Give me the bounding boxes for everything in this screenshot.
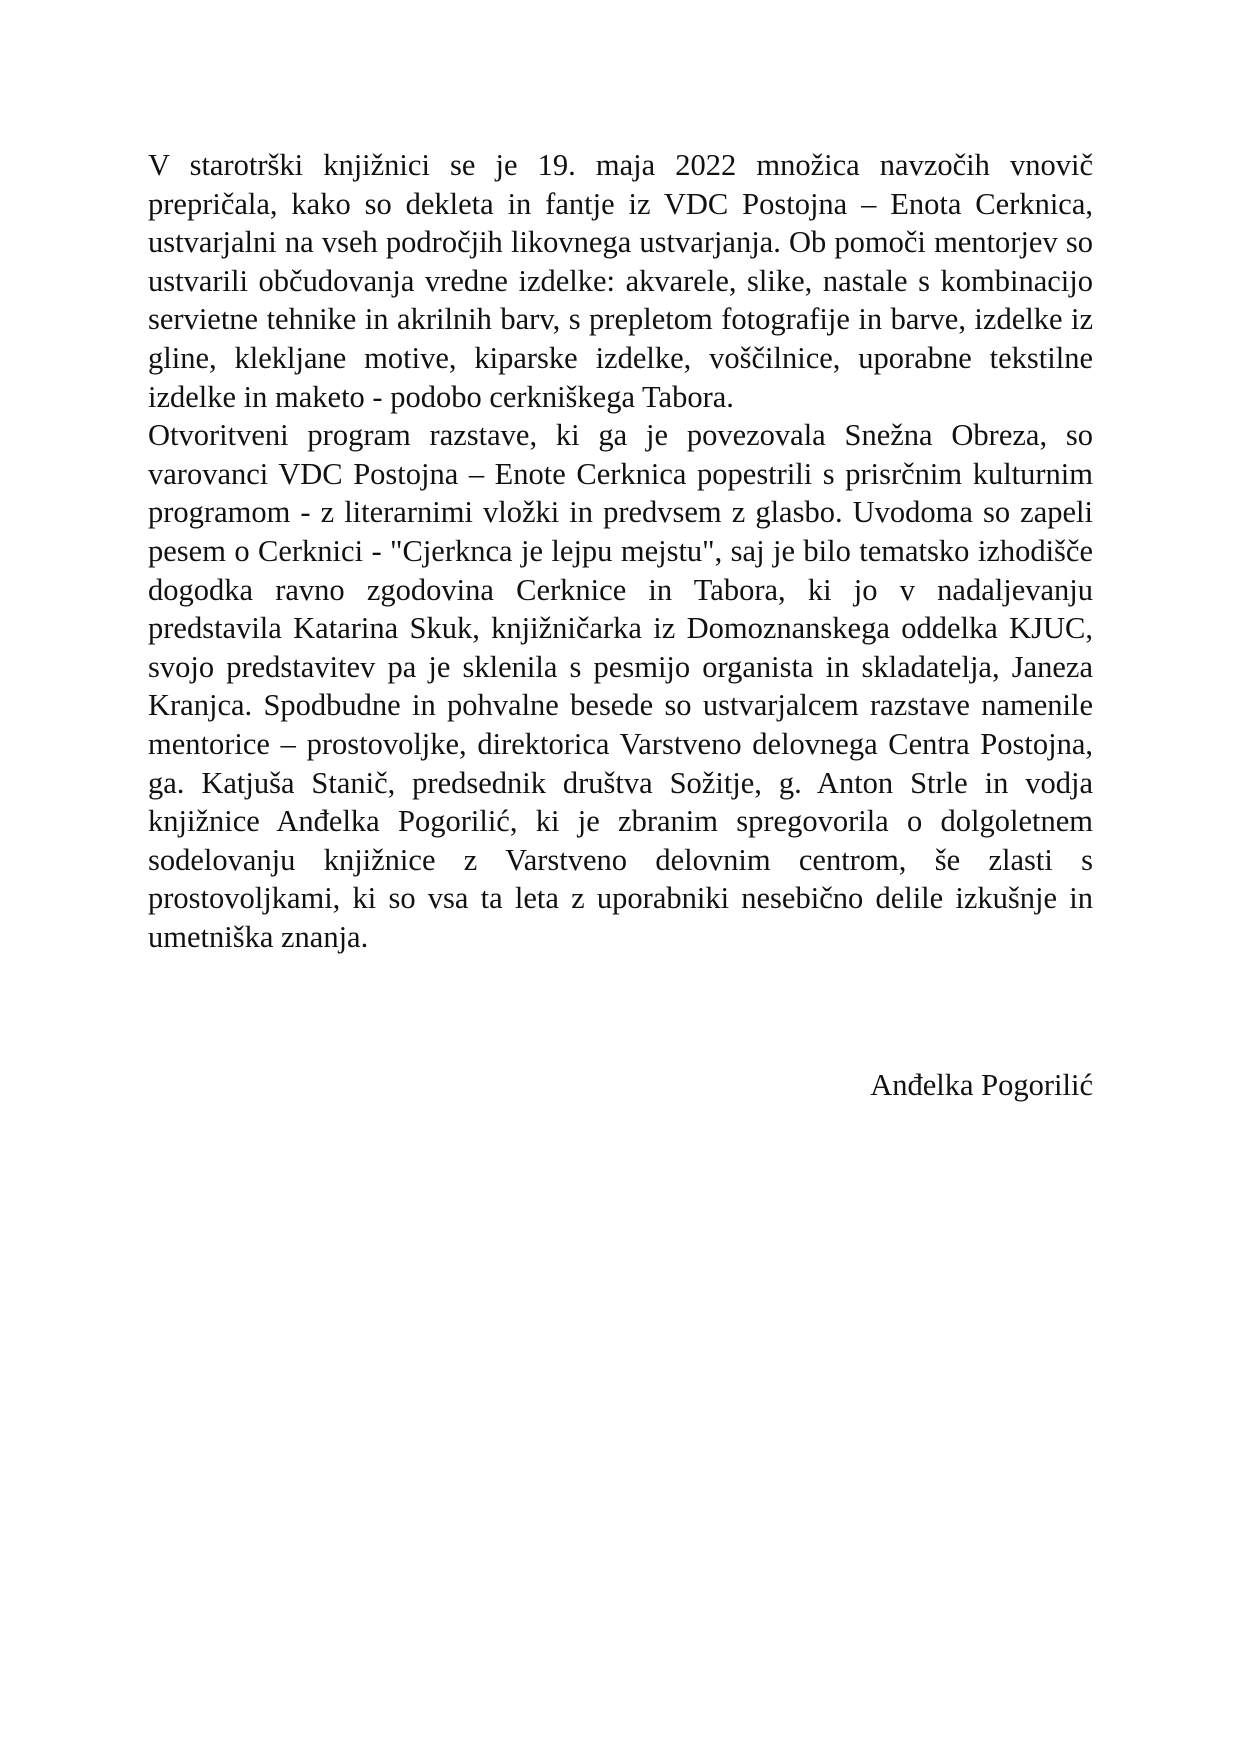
paragraph-opening-program: Otvoritveni program razstave, ki ga je povezovala Snežna Obreza, so varovanci VDC Postojna – Enote Cerknica popestrili s prisrčnim kulturnim programom - z literarnimi vložki in predvsem z glasbo. Uvodoma so zapeli pesem o Cerknici - "Cjerknca je lejpu mejstu", saj je bilo tematsko izhodišče dogodka ravno zgodovina Cerknice in Tabora, ki jo v nadaljevanju predstavila Katarina Skuk, knjižničarka iz Domoznanskega oddelka KJUC, svojo predstavitev pa je sklenila s pesmijo organista in skladatelja, Janeza Kranjca. Spodbudne in pohvalne besede so ustvarjalcem razstave namenile mentorice – prostovoljke, direktorica Varstveno delovnega Centra Postojna, ga. Katjuša Stanič, predsednik društva Sožitje, g. Anton Strle in vodja knjižnice Anđelka Pogorilić, ki je zbranim spregovorila o dolgoletnem sodelovanju knjižnice z Varstveno delovnim centrom, še zlasti s prostovoljkami, ki so vsa ta leta z uporabniki nesebično delile izkušnje in umetniška znanja. — [148, 418, 1093, 954]
author-signature: Anđelka Pogorilić — [870, 1068, 1093, 1102]
paragraph-exhibition-intro: V starotrški knjižnici se je 19. maja 2022 množica navzočih vnovič prepričala, kako so dekleta in fantje iz VDC Postojna – Enota Cerknica, ustvarjalni na vseh področjih likovnega ustvarjanja. Ob pomoči mentorjev so ustvarili občudovanja vredne izdelke: akvarele, slike, nastale s kombinacijo servietne tehnike in akrilnih barv, s prepletom fotografije in barve, izdelke iz gline, klekljane motive, kiparske izdelke, voščilnice, uporabne tekstilne izdelke in maketo - podobo cerkniškega Tabora. — [148, 148, 1093, 414]
article-body — [148, 146, 1093, 956]
